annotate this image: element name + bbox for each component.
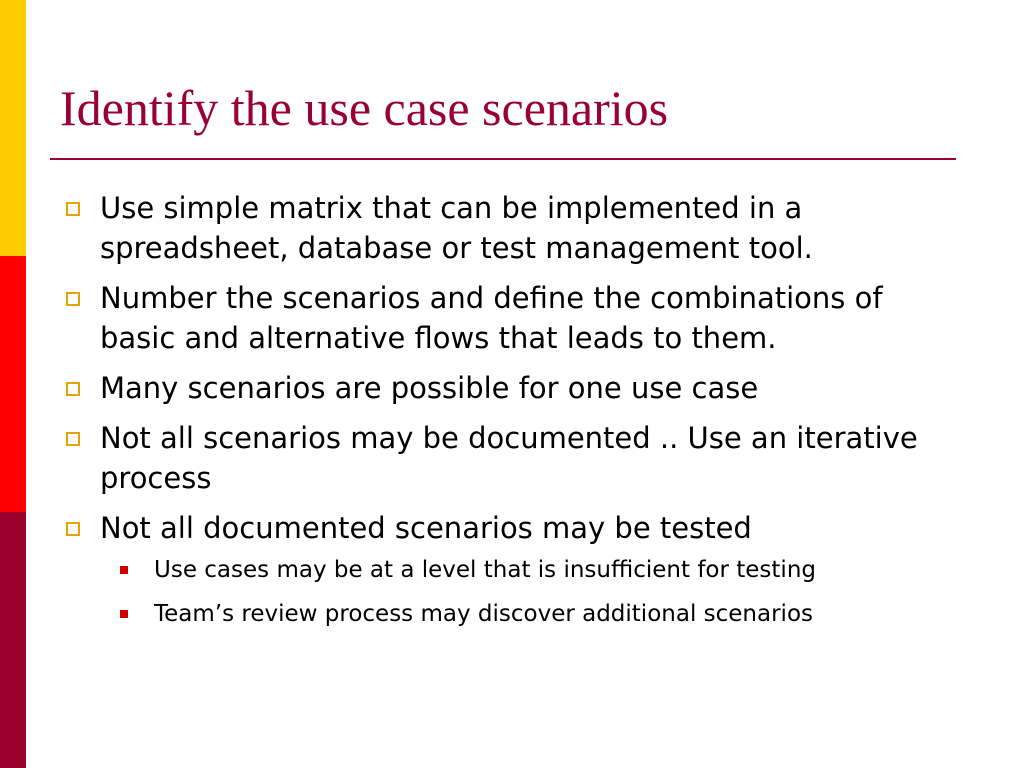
sub-bullet-item [108, 598, 962, 630]
sub-bullet-text: Team’s review process may discover additional scenarios [154, 601, 813, 627]
side-bar-red-segment [0, 256, 26, 512]
bullet-item [62, 188, 962, 268]
sub-bullet-item [108, 554, 962, 586]
hollow-square-icon [66, 292, 80, 306]
side-bar-yellow-segment [0, 0, 26, 256]
bullet-item [62, 508, 962, 630]
hollow-square-icon [66, 522, 80, 536]
bullet-item [62, 418, 962, 498]
bullet-text: Use simple matrix that can be implemented in a spreadsheet, database or test management tool. [100, 191, 813, 265]
hollow-square-icon [66, 382, 80, 396]
filled-square-icon [120, 610, 128, 618]
title-underline [50, 158, 956, 160]
bullet-text: Many scenarios are possible for one use case [100, 371, 759, 405]
filled-square-icon [120, 566, 128, 574]
bullet-list [62, 188, 962, 642]
slide-title: Identify the use case scenarios [60, 80, 669, 136]
bullet-text: Not all documented scenarios may be tested [100, 511, 752, 545]
bullet-item [62, 278, 962, 358]
sub-bullet-list [100, 554, 962, 630]
hollow-square-icon [66, 202, 80, 216]
bullet-item [62, 368, 962, 408]
side-bar-maroon-segment [0, 512, 26, 768]
sub-bullet-text: Use cases may be at a level that is insufficient for testing [154, 557, 816, 583]
bullet-text: Not all scenarios may be documented .. Use an iterative process [100, 421, 918, 495]
side-color-bar [0, 0, 26, 768]
bullet-text: Number the scenarios and define the combinations of basic and alternative flows that leads to them. [100, 281, 883, 355]
hollow-square-icon [66, 432, 80, 446]
